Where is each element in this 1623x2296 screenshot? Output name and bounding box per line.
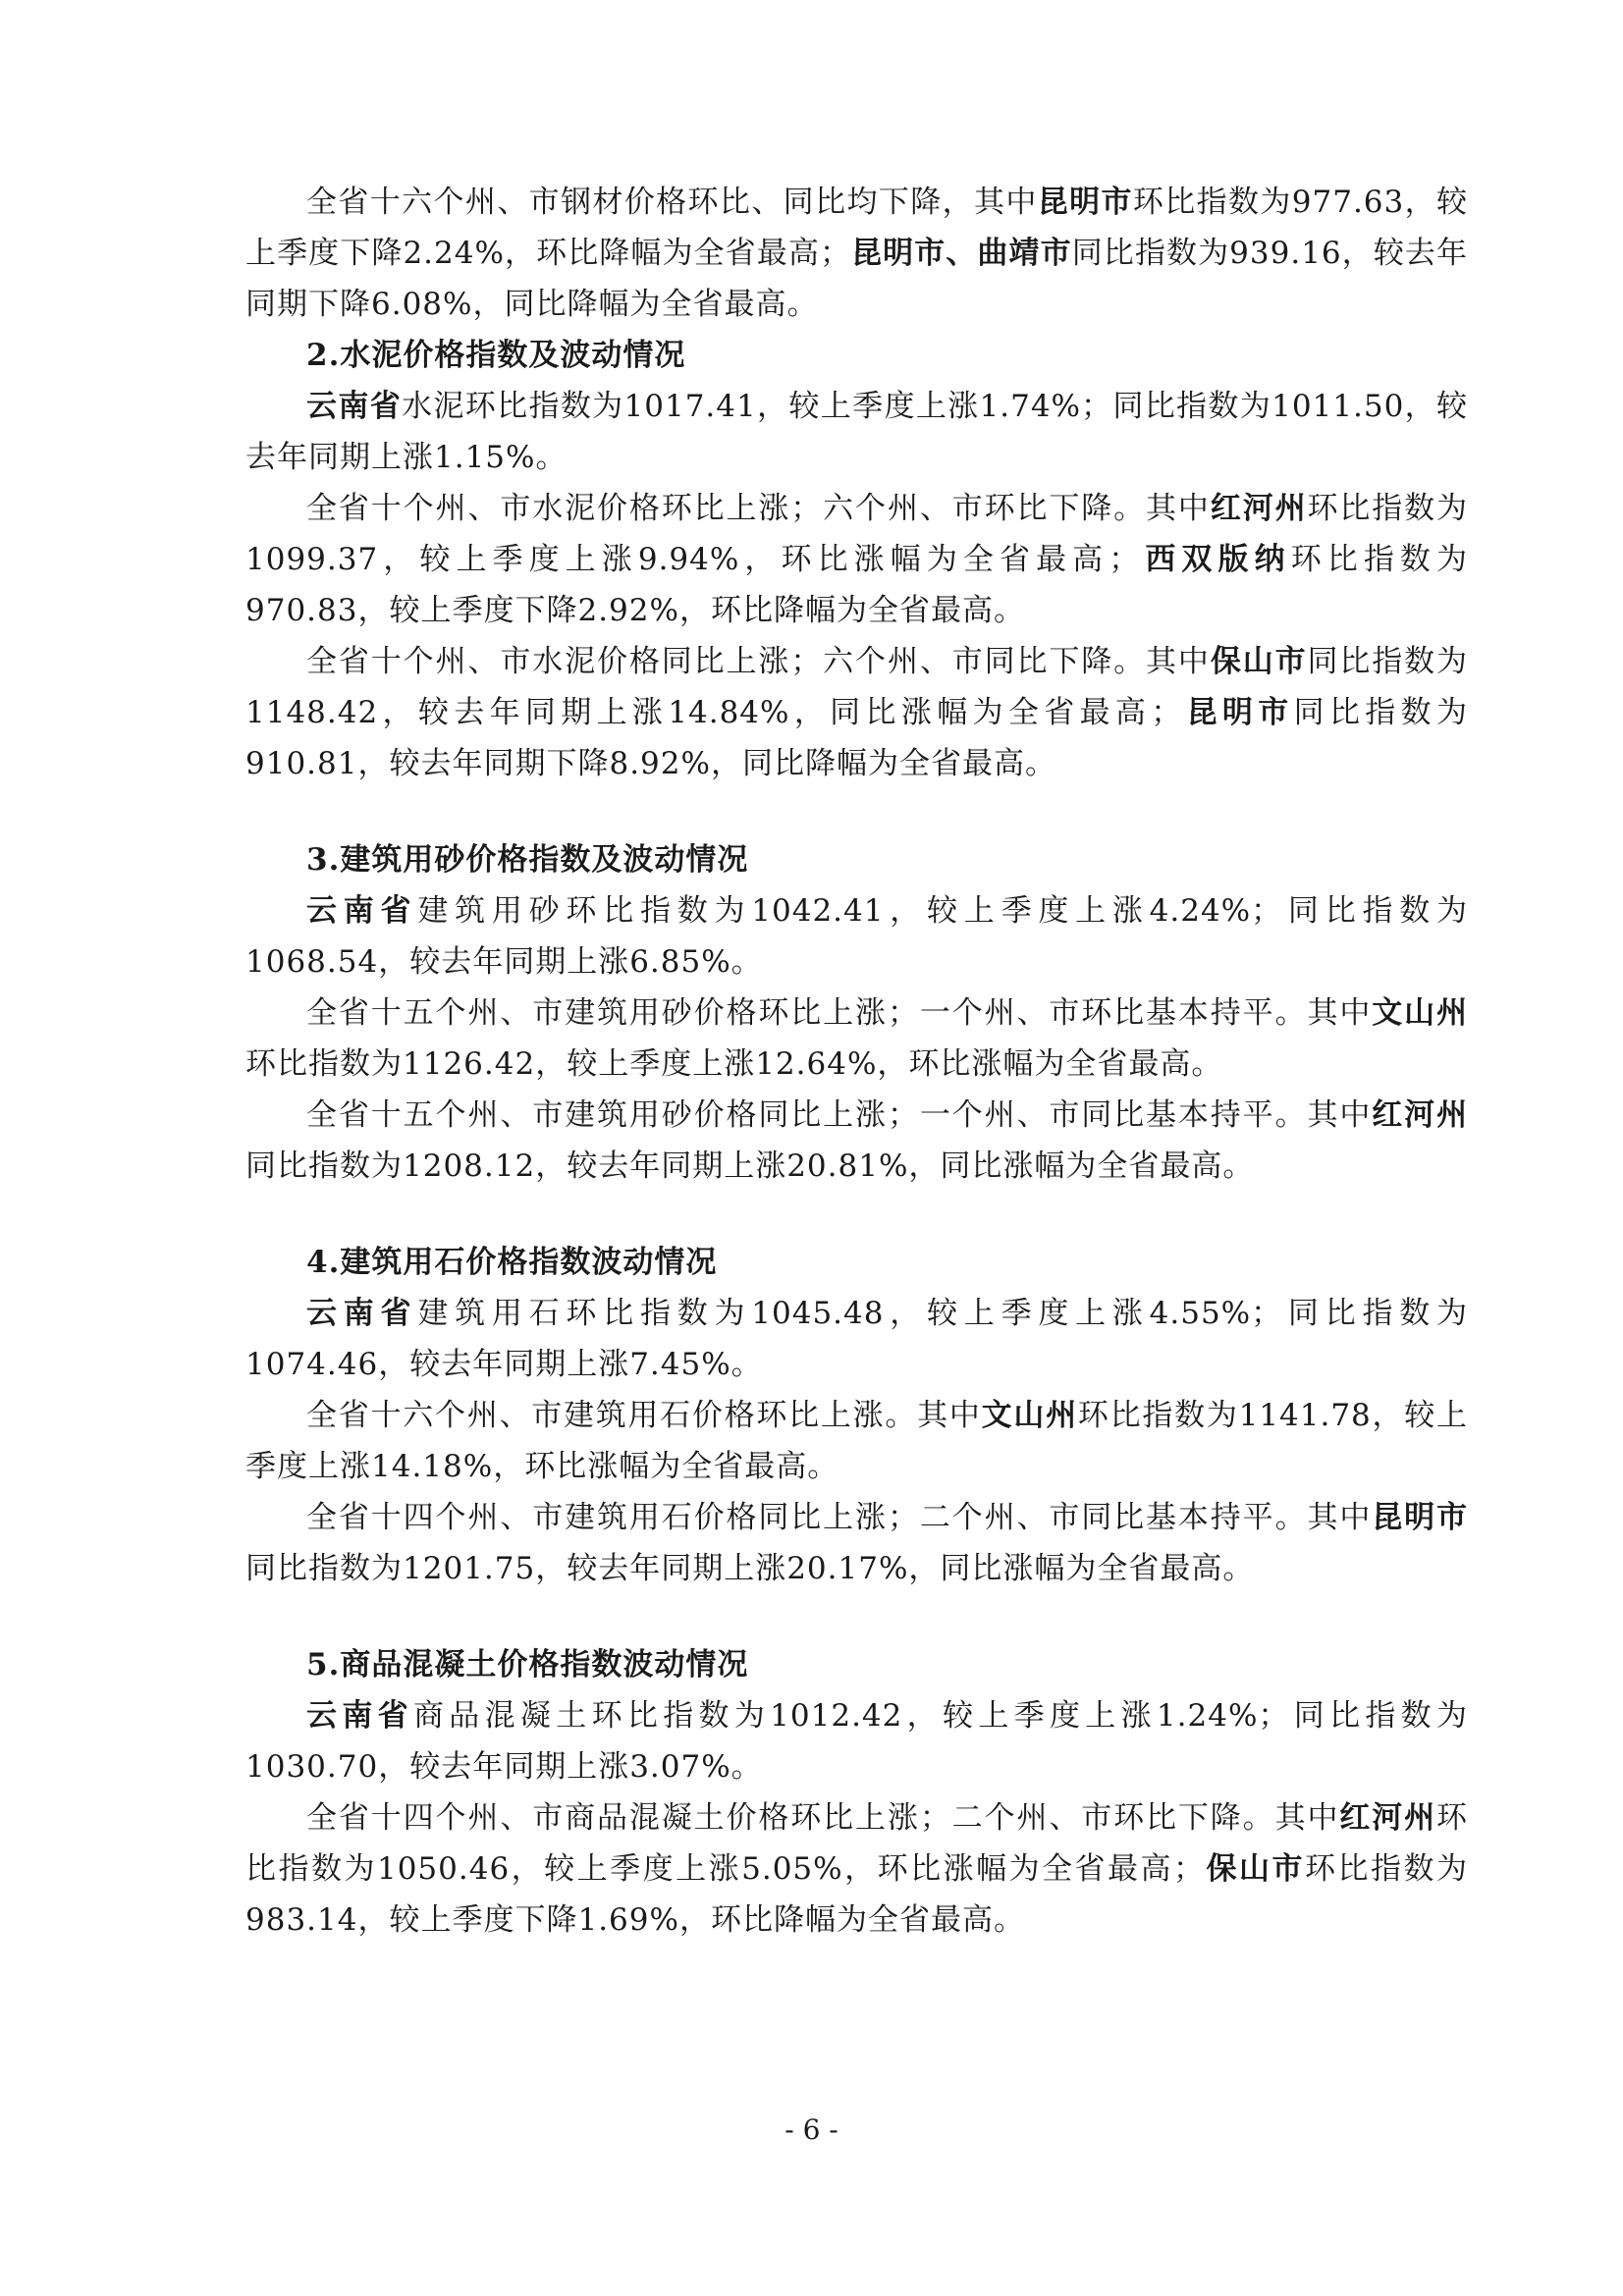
bold-place-name: 西双版纳 (1140, 542, 1291, 577)
bold-place-name: 昆明市、曲靖市 (850, 236, 1072, 271)
bold-place-name: 保山市 (1205, 1851, 1306, 1887)
bold-place-name: 云南省 (306, 893, 418, 929)
text-run: 水泥环比指数为1017.41，较上季度上涨1.74%；同比指数为1011.50，较去年同期上涨1.15%。 (245, 389, 1468, 475)
paragraph (245, 381, 1468, 483)
text-run: 全省十五个州、市建筑用砂价格环比上涨；一个州、市环比基本持平。其中 (306, 995, 1373, 1031)
text-run: 建筑用砂环比指数为1042.41，较上季度上涨4.24%；同比指数为1068.54，较去年同期上涨6.85%。 (245, 893, 1469, 980)
paragraph (245, 1390, 1468, 1492)
text-run: 全省十五个州、市建筑用砂价格同比上涨；一个州、市同比基本持平。其中 (306, 1097, 1373, 1133)
bold-place-name: 文山州 (1372, 995, 1469, 1031)
text-run: 环比指数为1050.46，较上季度上涨5.05%，环比涨幅为全省最高； (245, 1800, 1469, 1887)
section-heading: 5.商品混凝土价格指数波动情况 (306, 1647, 749, 1682)
bold-place-name: 保山市 (1210, 644, 1308, 679)
bold-place-name: 文山州 (981, 1398, 1078, 1433)
paragraph (245, 1492, 1468, 1594)
document-body (245, 177, 1468, 1946)
text-run: 同比指数为910.81，较去年同期下降8.92%，同比降幅为全省最高。 (245, 695, 1468, 781)
bold-place-name: 云南省 (306, 1698, 413, 1734)
text-run: 全省十四个州、市建筑用石价格同比上涨；二个州、市同比基本持平。其中 (306, 1500, 1373, 1535)
intro-section (245, 177, 1468, 330)
page-number: - 6 - (784, 2113, 839, 2146)
paragraph (245, 1090, 1468, 1192)
text-run: 同比指数为1208.12，较去年同期上涨20.81%，同比涨幅为全省最高。 (245, 1148, 1255, 1184)
bold-place-name: 红河州 (1372, 1097, 1469, 1133)
section-heading: 3.建筑用砂价格指数及波动情况 (306, 842, 749, 878)
text-run: 环比指数为1099.37，较上季度上涨9.94%，环比涨幅为全省最高； (245, 491, 1469, 577)
text-run: 环比指数为983.14，较上季度下降1.69%，环比降幅为全省最高。 (245, 1851, 1469, 1938)
section (245, 1237, 1468, 1594)
paragraph (245, 1690, 1468, 1792)
bold-place-name: 昆明市 (1182, 695, 1294, 730)
text-run: 全省十四个州、市商品混凝土价格环比上涨；二个州、市环比下降。其中 (306, 1800, 1340, 1836)
text-run: 商品混凝土环比指数为1012.42，较上季度上涨1.24%；同比指数为1030.70，较去年同期上涨3.07%。 (245, 1698, 1469, 1785)
paragraph (245, 483, 1468, 636)
paragraph (245, 885, 1468, 988)
paragraph (245, 177, 1468, 330)
bold-place-name: 昆明市 (1037, 185, 1133, 220)
paragraph (245, 988, 1468, 1090)
text-run: 全省十个州、市水泥价格同比上涨；六个州、市同比下降。其中 (306, 644, 1211, 679)
bold-place-name: 红河州 (1339, 1800, 1437, 1836)
section (245, 834, 1468, 1192)
text-run: 全省十六个州、市钢材价格环比、同比均下降，其中 (306, 185, 1038, 220)
paragraph (245, 1288, 1468, 1390)
bold-place-name: 昆明市 (1372, 1500, 1469, 1535)
text-run: 建筑用石环比指数为1045.48，较上季度上涨4.55%；同比指数为1074.46，较去年同期上涨7.45%。 (245, 1296, 1469, 1382)
text-run: 环比指数为1141.78，较上季度上涨14.18%，环比涨幅为全省最高。 (245, 1398, 1469, 1484)
section (245, 1639, 1468, 1946)
section-heading: 2.水泥价格指数及波动情况 (306, 338, 686, 373)
bold-place-name: 云南省 (306, 1296, 418, 1331)
text-run: 全省十六个州、市建筑用石价格环比上涨。其中 (306, 1398, 982, 1433)
text-run: 同比指数为1201.75，较去年同期上涨20.17%，同比涨幅为全省最高。 (245, 1551, 1255, 1586)
paragraph (245, 1792, 1468, 1946)
section-heading: 4.建筑用石价格指数波动情况 (306, 1245, 718, 1280)
text-run: 环比指数为977.63，较上季度下降2.24%，环比降幅为全省最高； (245, 185, 1468, 271)
bold-place-name: 红河州 (1210, 491, 1308, 526)
sections-container (245, 330, 1468, 1946)
bold-place-name: 云南省 (306, 389, 403, 424)
text-run: 环比指数为1126.42，较上季度上涨12.64%，环比涨幅为全省最高。 (245, 1046, 1223, 1082)
text-run: 同比指数为1148.42，较去年同期上涨14.84%，同比涨幅为全省最高； (245, 644, 1469, 730)
paragraph (245, 636, 1468, 789)
text-run: 同比指数为939.16，较去年同期下降6.08%，同比降幅为全省最高。 (245, 236, 1469, 322)
section (245, 330, 1468, 789)
text-run: 全省十个州、市水泥价格环比上涨；六个州、市环比下降。其中 (306, 491, 1211, 526)
text-run: 环比指数为970.83，较上季度下降2.92%，环比降幅为全省最高。 (245, 542, 1469, 628)
